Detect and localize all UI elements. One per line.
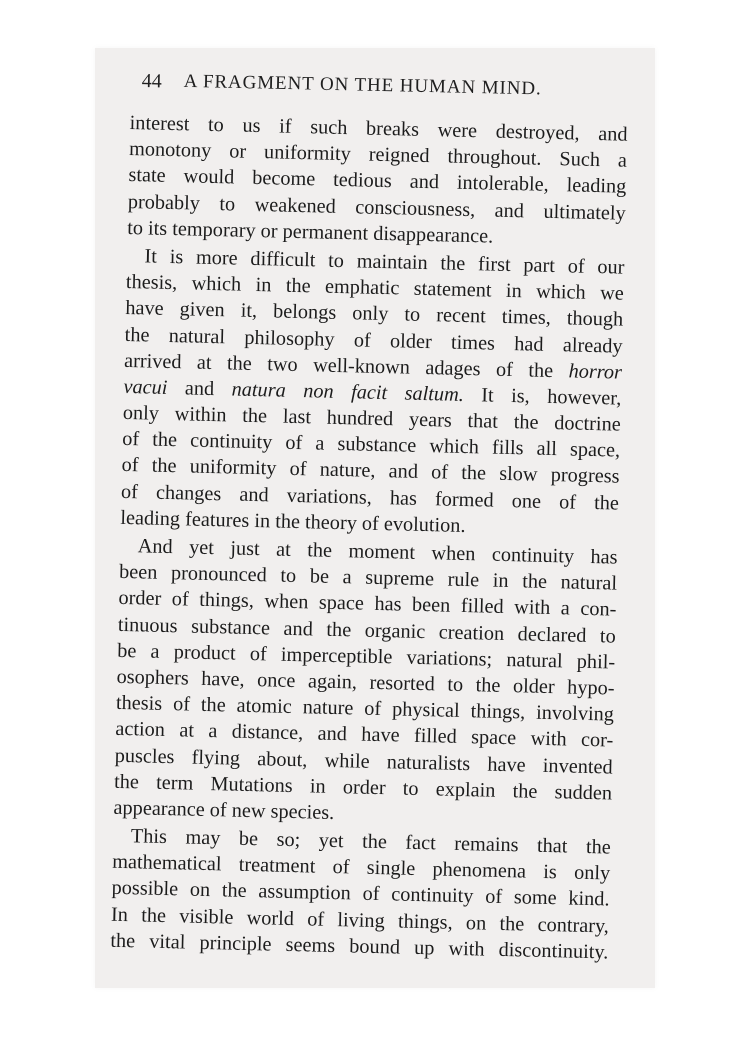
text-line: monotony or uniformity reigned throughout. Such a bbox=[128, 138, 628, 172]
paragraph-1 bbox=[127, 110, 628, 253]
italic-phrase: vacui bbox=[123, 375, 168, 399]
body-text bbox=[110, 110, 628, 967]
text-line: of changes and variations, has formed one of the bbox=[120, 480, 620, 515]
text-line: leading features in the theory of evolution. bbox=[120, 506, 466, 537]
text-line: to its temporary or permanent disappearance. bbox=[126, 216, 494, 248]
text-line: of the continuity of a substance which fills all space, bbox=[121, 428, 621, 462]
text-line: thesis of the atomic nature of physical things, involving bbox=[115, 691, 615, 726]
text-line: the natural philosophy of older times had already bbox=[124, 323, 623, 358]
paragraph-2 bbox=[120, 243, 625, 543]
text-line: It is more difficult to maintain the first part of our bbox=[144, 245, 625, 279]
page-number: 44 bbox=[141, 70, 162, 93]
text-run: and bbox=[184, 377, 215, 400]
italic-phrase: horror bbox=[568, 360, 623, 384]
text-line: In the visible world of living things, on the contrary, bbox=[110, 903, 610, 938]
text-line: interest to us if such breaks were destroyed, and bbox=[129, 111, 628, 146]
text-line: the vital principle seems bound up with discontinuity. bbox=[110, 929, 609, 964]
text-line: This may be so; yet the fact remains that the bbox=[130, 825, 612, 859]
text-line: been pronounced to be a supreme rule in the natural bbox=[118, 561, 618, 595]
text-line: action at a distance, and have filled space with cor- bbox=[115, 718, 614, 752]
text-line: of the uniformity of nature, and of the slow progress bbox=[121, 454, 620, 489]
text-line: appearance of new species. bbox=[113, 796, 335, 824]
italic-phrase: natura non facit saltum. bbox=[231, 378, 465, 406]
text-run: It is, however, bbox=[481, 384, 622, 410]
paragraph-3 bbox=[113, 533, 618, 833]
text-line: only within the last hundred years that the doctrine bbox=[122, 401, 621, 436]
text-line: order of things, when space has been filled with a con- bbox=[118, 587, 617, 621]
text-line: mathematical treatment of single phenomena is only bbox=[112, 851, 611, 885]
text-line: state would become tedious and intolerable, leading bbox=[128, 164, 627, 199]
text-line: And yet just at the moment when continuity has bbox=[137, 535, 618, 569]
text-line: be a product of imperceptible variations; natural phil- bbox=[117, 639, 616, 674]
text-line: puscles flying about, while naturalists have invented bbox=[114, 744, 613, 779]
paragraph-4 bbox=[110, 823, 611, 966]
text-line: have given it, belongs only to recent times, though bbox=[125, 297, 624, 331]
running-title: A FRAGMENT ON THE HUMAN MIND. bbox=[183, 70, 542, 100]
text-line: tinuous substance and the organic creation declared to bbox=[117, 613, 616, 648]
text-run: arrived at the two well-known adages of the bbox=[123, 349, 554, 382]
text-line: possible on the assumption of continuity of some kind. bbox=[111, 877, 610, 911]
text-line: osophers have, once again, resorted to the older hypo- bbox=[116, 665, 615, 700]
text-line: the term Mutations in order to explain the sudden bbox=[113, 770, 613, 805]
text-line: thesis, which in the emphatic statement in which we bbox=[125, 271, 625, 305]
text-line: probably to weakened consciousness, and ultimately bbox=[127, 190, 626, 225]
